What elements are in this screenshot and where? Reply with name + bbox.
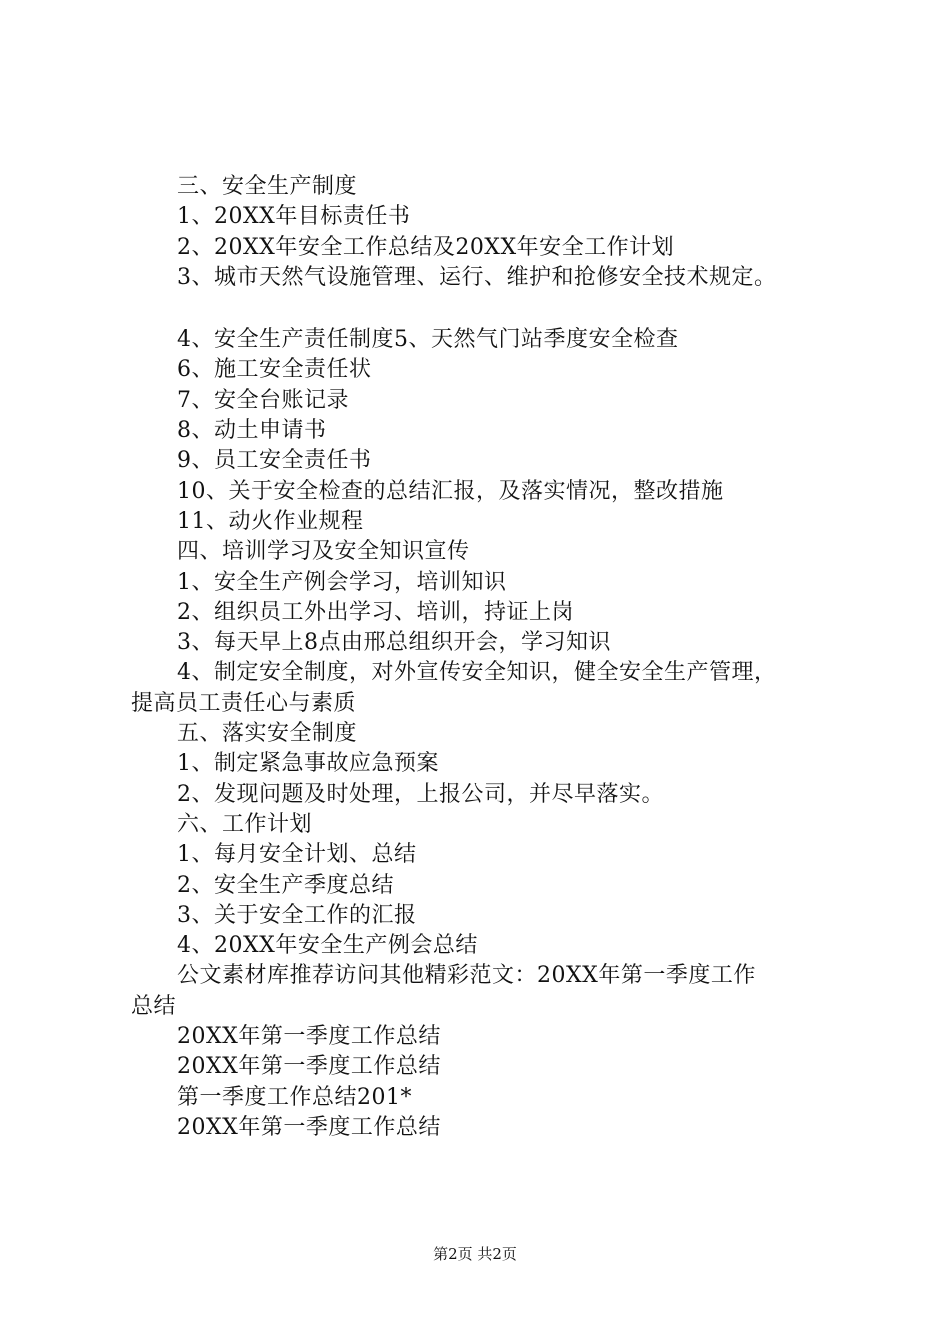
text-line: 1、制定紧急事故应急预案 [177, 751, 439, 777]
text-line: 20XX年第一季度工作总结 [177, 1114, 441, 1140]
text-line: 2、发现问题及时处理，上报公司，并尽早落实。 [177, 781, 664, 807]
text-line: 20XX年第一季度工作总结 [177, 1024, 441, 1050]
text-line: 四、培训学习及安全知识宣传 [177, 539, 470, 565]
text-line: 公文素材库推荐访问其他精彩范文：20XX年第一季度工作 [177, 963, 756, 989]
text-line: 8、动土申请书 [177, 418, 327, 444]
text-line: 4、20XX年安全生产例会总结 [177, 933, 478, 959]
text-line: 3、城市天然气设施管理、运行、维护和抢修安全技术规定。 [177, 264, 777, 290]
text-line: 第一季度工作总结201* [177, 1084, 412, 1110]
text-line: 3、每天早上8点由邢总组织开会，学习知识 [177, 630, 611, 656]
text-line: 2、20XX年安全工作总结及20XX年安全工作计划 [177, 234, 675, 260]
text-line: 1、20XX年目标责任书 [177, 204, 411, 230]
text-line: 3、关于安全工作的汇报 [177, 902, 417, 928]
text-line: 6、施工安全责任状 [177, 357, 372, 383]
text-line: 1、每月安全计划、总结 [177, 842, 417, 868]
text-line: 三、安全生产制度 [177, 174, 358, 199]
text-line: 4、制定安全制度，对外宣传安全知识，健全安全生产管理， [177, 660, 777, 686]
text-line: 9、员工安全责任书 [177, 448, 372, 474]
text-line: 提高员工责任心与素质 [131, 690, 357, 716]
text-line: 五、落实安全制度 [177, 721, 358, 747]
text-line: 4、安全生产责任制度5、天然气门站季度安全检查 [177, 327, 679, 353]
text-line: 20XX年第一季度工作总结 [177, 1054, 441, 1080]
page-footer: 第2页 共2页 [433, 1245, 517, 1263]
text-line: 2、组织员工外出学习、培训，持证上岗 [177, 599, 574, 625]
text-line: 2、安全生产季度总结 [177, 872, 394, 898]
document-body [131, 172, 851, 1143]
text-line: 7、安全台账记录 [177, 387, 349, 413]
text-line: 11、动火作业规程 [177, 508, 364, 534]
text-line: 总结 [131, 993, 177, 1019]
text-line: 10、关于安全检查的总结汇报，及落实情况，整改措施 [177, 478, 724, 504]
text-line: 六、工作计划 [177, 811, 313, 837]
paragraph-gap [131, 293, 851, 325]
text-line: 1、安全生产例会学习，培训知识 [177, 569, 507, 595]
